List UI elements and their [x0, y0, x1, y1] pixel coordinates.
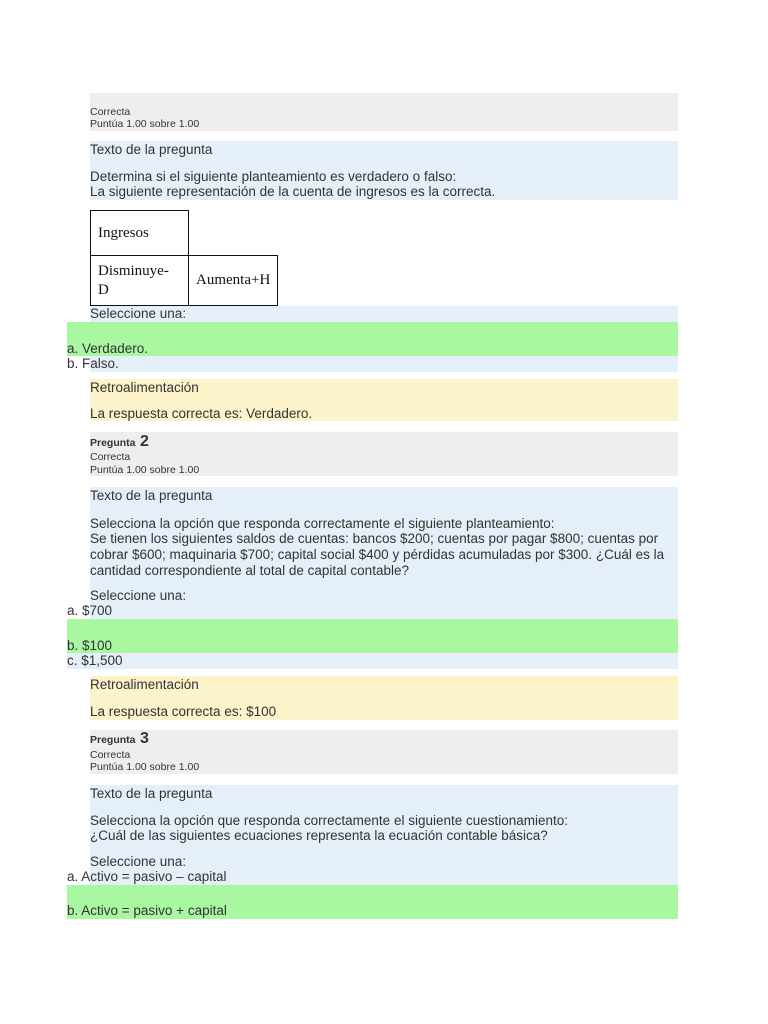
q3-status: Correcta: [90, 749, 131, 761]
q3-question-line-2: ¿Cuál de las siguientes ecuaciones representa la ecuación contable básica?: [90, 828, 548, 843]
t-account-header: Ingresos: [91, 211, 189, 256]
q1-select-label: Seleccione una:: [90, 306, 187, 321]
q2-option-b-highlight[interactable]: [67, 619, 678, 653]
q1-question-label: Texto de la pregunta: [90, 142, 213, 157]
q2-question-line-3: cobrar $600; maquinaria $700; capital social $400 y pérdidas acumuladas por $300. ¿Cuál es la: [90, 547, 665, 562]
q3-option-a[interactable]: a. Activo = pasivo – capital: [67, 869, 227, 884]
q2-question-line-1: Selecciona la opción que responda correctamente el siguiente planteamiento:: [90, 516, 555, 531]
q3-question-line-1: Selecciona la opción que responda correctamente el siguiente cuestionamiento:: [90, 813, 569, 828]
t-account-debit-line-2: D: [98, 281, 109, 298]
q3-select-label: Seleccione una:: [90, 854, 187, 869]
q2-question-label: Texto de la pregunta: [90, 488, 213, 503]
q3-number: 3: [139, 730, 149, 747]
q3-question-label: Texto de la pregunta: [90, 786, 213, 801]
q2-title-label: Pregunta: [90, 437, 136, 449]
q1-question-line-2: La siguiente representación de la cuenta de ingresos es la correcta.: [90, 184, 496, 199]
q2-feedback-label: Retroalimentación: [90, 677, 199, 692]
q2-option-b[interactable]: b. $100: [67, 638, 113, 653]
q3-title-label: Pregunta: [90, 734, 136, 746]
q2-select-label: Seleccione una:: [90, 588, 187, 603]
ingresos-t-account: [90, 210, 278, 306]
q1-option-b[interactable]: b. Falso.: [67, 356, 119, 371]
t-account-credit-cell: Aumenta+H: [189, 256, 278, 306]
q1-option-a[interactable]: a. Verdadero.: [67, 341, 149, 356]
q2-option-c[interactable]: c. $1,500: [67, 653, 123, 668]
q1-status: Correcta: [90, 106, 131, 118]
t-account-debit-line-1: Disminuye-: [98, 262, 169, 279]
q2-question-line-2: Se tienen los siguientes saldos de cuentas: bancos $200; cuentas por pagar $800; cuentas por: [90, 531, 659, 546]
q2-status: Correcta: [90, 451, 131, 463]
q2-feedback-text: La respuesta correcta es: $100: [90, 704, 277, 719]
q3-option-b[interactable]: b. Activo = pasivo + capital: [67, 903, 227, 918]
q3-title: [90, 730, 149, 749]
q1-feedback-label: Retroalimentación: [90, 380, 199, 395]
q2-title: [90, 433, 149, 452]
q1-score: Puntúa 1.00 sobre 1.00: [90, 118, 200, 130]
t-account-debit-cell: [91, 256, 189, 306]
q2-question-line-4: cantidad correspondiente al total de capital contable?: [90, 563, 409, 578]
q1-feedback-text: La respuesta correcta es: Verdadero.: [90, 406, 313, 421]
q1-question-line-1: Determina si el siguiente planteamiento es verdadero o falso:: [90, 169, 457, 184]
q2-number: 2: [139, 433, 149, 450]
q3-score: Puntúa 1.00 sobre 1.00: [90, 761, 200, 773]
q2-option-c-row: [67, 653, 678, 669]
q1-option-a-highlight[interactable]: [67, 322, 678, 356]
q2-score: Puntúa 1.00 sobre 1.00: [90, 464, 200, 476]
q2-option-a[interactable]: a. $700: [67, 603, 113, 618]
